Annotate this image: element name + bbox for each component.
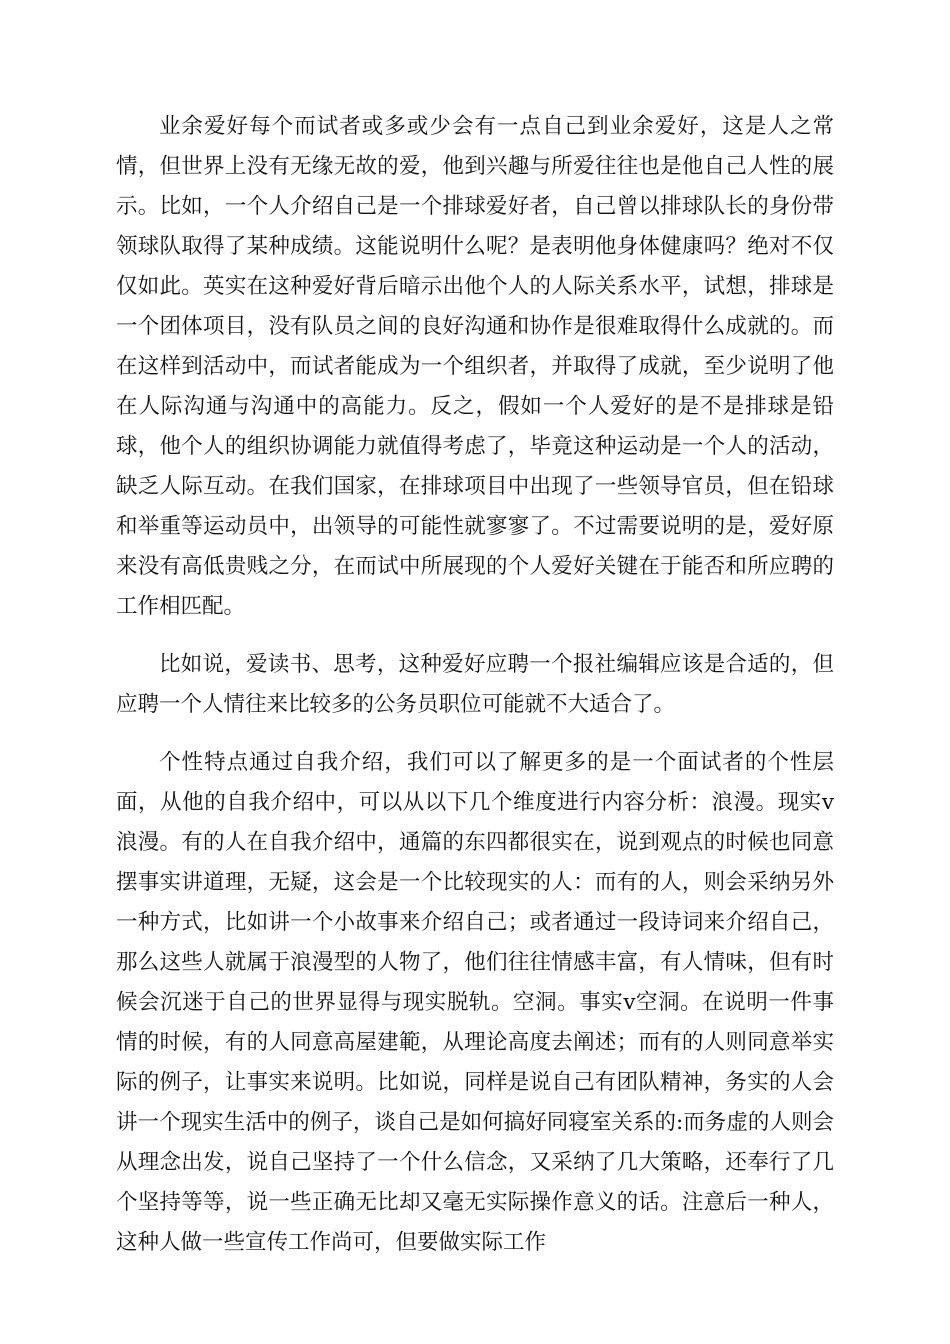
paragraph-personality: 个性特点通过自我介绍，我们可以了解更多的是一个面试者的个性层面，从他的自我介绍中，可以从以下几个维度进行内容分析：浪漫。现实v浪漫。有的人在自我介绍中，通篇的东四都很实在，说到观点的时候也同意摆事实讲道理，无疑，这会是一个比较现实的人：而有的人，则会采纳另外一种方式，比如讲一个小故事来介绍自己；或者通过一段诗词来介绍自己，那么这些人就属于浪漫型的人物了，他们往往情感丰富，有人情味，但有时候会沉迷于自己的世界显得与现实脱轨。空洞。事实v空洞。在说明一件事情的时候，有的人同意高屋建範，从理论高度去阐述；而有的人则同意举实际的例子，让事实来说明。比如说，同样是说自己有团队精神，务实的人会讲一个现实生活中的例子，谈自己是如何搞好同寝室关系的:而务虚的人则会从理念出发，说自己坚持了一个什么信念，又采纳了几大策略，还奉行了几个坚持等等，说一些正确无比却又毫无实际操作意义的话。注意后一种人，这种人做一些宣传工作尚可，但要做实际工作 <box>116 750 834 1255</box>
paragraph-reading-example: 比如说，爱读书、思考，这种爱好应聘一个报社编辑应该是合适的，但应聘一个人情往来比较多的公务员职位可能就不大适合了。 <box>116 652 834 717</box>
document-body <box>116 107 834 1281</box>
paragraph-hobbies: 业余爱好每个而试者或多或少会有一点自己到业余爱好，这是人之常情，但世界上没有无缘无故的爱，他到兴趣与所爱往往也是他自己人性的展示。比如，一个人介绍自己是一个排球爱好者，自己曾以排球队长的身份带领球队取得了某种成绩。这能说明什么呢？是表明他身体健康吗？绝对不仅仅如此。英实在这种爱好背后暗示出他个人的人际关系水平，试想，排球是一个团体项目，没有队员之间的良好沟通和协作是很难取得什么成就的。而在这样到活动中，而试者能成为一个组织者，并取得了成就，至少说明了他在人际沟通与沟通中的高能力。反之，假如一个人爱好的是不是排球是铅球，他个人的组织协调能力就值得考虑了，毕竟这种运动是一个人的活动，缺乏人际互动。在我们国家，在排球项目中出现了一些领导官员，但在铅球和举重等运动员中，出领导的可能性就寥寥了。不过需要说明的是，爱好原来没有高低贵贱之分，在而试中所展现的个人爱好关键在于能否和所应聘的工作相匹配。 <box>116 114 834 619</box>
